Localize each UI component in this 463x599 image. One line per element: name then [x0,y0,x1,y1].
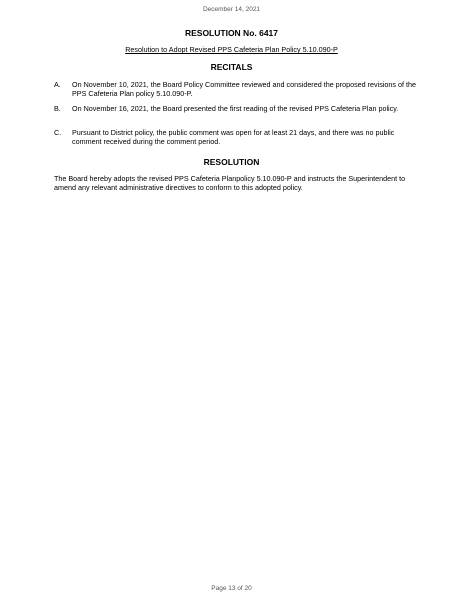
resolution-body: The Board hereby adopts the revised PPS Cafeteria Planpolicy 5.10.090-P and instructs the Superintendent to amend any relevant administrative directives to conform to this adopted policy. [54,174,406,192]
recital-letter: B. [54,104,61,113]
resolution-heading: RESOLUTION [203,157,260,167]
recital-item-c [54,128,424,146]
recital-item-b [54,104,424,113]
recital-letter: C. [54,128,62,137]
resolution-subtitle: Resolution to Adopt Revised PPS Cafeteria Plan Policy 5.10.090-P [125,45,338,54]
recital-text: On November 10, 2021, the Board Policy Committee reviewed and considered the proposed revisions of the PPS Cafeteria Plan policy 5.10.090-P. [72,80,416,98]
recital-text: On November 16, 2021, the Board presented the first reading of the revised PPS Cafeteria Plan policy. [72,104,399,113]
header-date: December 14, 2021 [202,6,261,13]
resolution-number: RESOLUTION No. 6417 [184,28,279,38]
recitals-heading: RECITALS [210,62,253,72]
recital-text: Pursuant to District policy, the public comment was open for at least 21 days, and there was no public comment received during the comment period. [72,128,395,146]
footer-page-number: Page 13 of 20 [211,585,252,592]
recital-letter: A. [54,80,61,89]
recital-item-a [54,80,424,98]
